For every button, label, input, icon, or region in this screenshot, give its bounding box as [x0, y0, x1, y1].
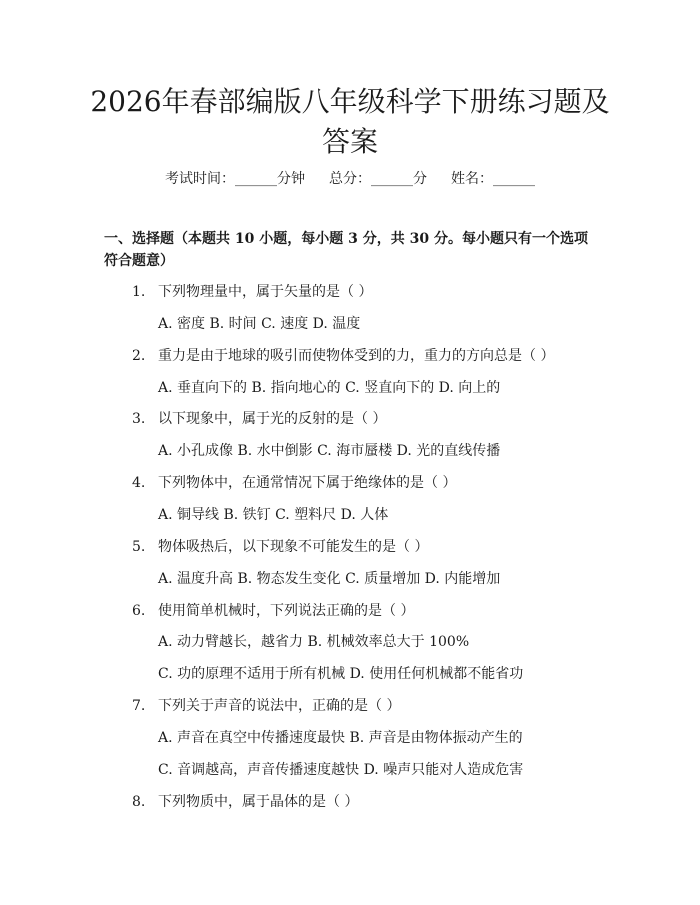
question-text: 下列物理量中，属于矢量的是（ ） [158, 284, 373, 300]
question-number: 5. [132, 539, 146, 555]
question-6-options-ab: A. 动力臂越长，越省力 B. 机械效率总大于 100% [158, 634, 470, 650]
question-1-options: A. 密度 B. 时间 C. 速度 D. 温度 [158, 316, 361, 332]
exam-info-line [0, 168, 700, 188]
question-4 [132, 473, 456, 493]
total-score-field: 总分：______分 [329, 171, 427, 187]
question-7-options-cd: C. 音调越高，声音传播速度越快 D. 噪声只能对人造成危害 [158, 762, 524, 778]
question-number: 4. [132, 475, 146, 491]
question-text: 下列物体中，在通常情况下属于绝缘体的是（ ） [158, 475, 457, 491]
question-7-options-ab: A. 声音在真空中传播速度最快 B. 声音是由物体振动产生的 [158, 730, 523, 746]
question-text: 下列物质中，属于晶体的是（ ） [158, 794, 359, 810]
question-5-options: A. 温度升高 B. 物态发生变化 C. 质量增加 D. 内能增加 [158, 571, 501, 587]
question-number: 7. [132, 698, 146, 714]
question-number: 8. [132, 794, 146, 810]
exam-time-field: 考试时间：______分钟 [165, 171, 305, 187]
question-text: 物体吸热后，以下现象不可能发生的是（ ） [158, 539, 429, 555]
question-8 [132, 792, 358, 812]
question-1 [132, 282, 372, 302]
question-text: 使用简单机械时，下列说法正确的是（ ） [158, 603, 415, 619]
document-title: 2026年春部编版八年级科学下册练习题及答案 [90, 85, 610, 158]
question-4-options: A. 铜导线 B. 铁钉 C. 塑料尺 D. 人体 [158, 507, 389, 523]
question-number: 1. [132, 284, 146, 300]
question-2-options: A. 垂直向下的 B. 指向地心的 C. 竖直向下的 D. 向上的 [158, 380, 501, 396]
question-6 [132, 601, 414, 621]
section-heading: 一、选择题（本题共 10 小题，每小题 3 分，共 30 分。每小题只有一个选项符合题意） [104, 231, 588, 269]
question-7 [132, 696, 400, 716]
student-name-field: 姓名：______ [451, 171, 535, 187]
question-3-options: A. 小孔成像 B. 水中倒影 C. 海市蜃楼 D. 光的直线传播 [158, 443, 501, 459]
question-number: 6. [132, 603, 146, 619]
question-text: 重力是由于地球的吸引而使物体受到的力，重力的方向总是（ ） [158, 348, 555, 364]
question-3 [132, 409, 386, 429]
question-6-options-cd: C. 功的原理不适用于所有机械 D. 使用任何机械都不能省功 [158, 666, 524, 682]
question-5 [132, 537, 428, 557]
question-2 [132, 346, 554, 366]
question-text: 下列关于声音的说法中，正确的是（ ） [158, 698, 401, 714]
question-number: 2. [132, 348, 146, 364]
question-number: 3. [132, 411, 146, 427]
question-text: 以下现象中，属于光的反射的是（ ） [158, 411, 387, 427]
